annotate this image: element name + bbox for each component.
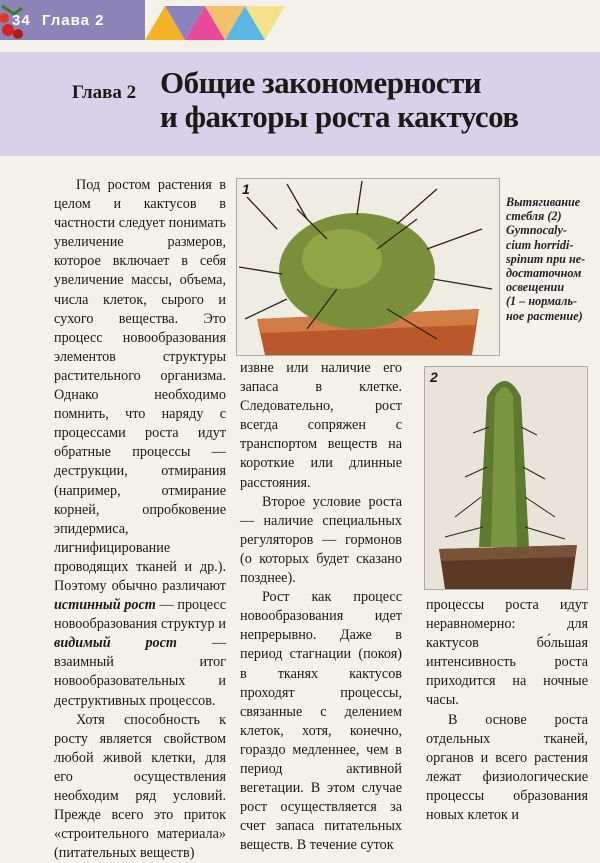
text-span: — процесс новообразования структур и (54, 597, 226, 633)
caption-line: Вытягивание (506, 195, 581, 209)
caption-line: cium horridi- (506, 237, 574, 252)
paragraph: Хотя способность к росту является свойством любой живой клетки, для его осуществления необходим ряд условий. Прежде всего это приток «строительного материала» (питательных веществ) (54, 711, 226, 862)
chapter-title (160, 66, 519, 134)
cactus-illustration-1 (237, 179, 499, 355)
caption-line: освещении (506, 280, 565, 295)
photo-number-1: 1 (242, 181, 250, 197)
photo-number-2: 2 (430, 369, 438, 385)
text-span: — взаимный итог новообразовательных и деструктивных процессов. (54, 635, 226, 709)
caption-line: ное растение) (506, 308, 583, 323)
paragraph: Второе условие роста — наличие специальных регуляторов — гормонов (о которых будет сказано позднее). (240, 493, 402, 587)
chapter-title-line1: Общие закономерности (160, 65, 482, 100)
text-column-right (426, 596, 588, 825)
text-span: Под ростом растения в целом и кактусов в частности следует понимать увеличение размеров, которое включает в себя увеличение массы, объема, числа клеток, сырого и сухого вещества. Это процесс новообразования элементов структуры растительного организма. Однако необходимо помнить, что наряду с процессами роста идут обратные процессы — деструкции, отмирания (например, отмирание корней, опробковение эпидермиса, лигнифицирование проводящих тканей и др.). Поэтому обычно различают (54, 177, 226, 594)
caption-line: стебля (2) (506, 209, 562, 224)
photo-caption (506, 195, 594, 323)
term-visible-growth: видимый рост (54, 635, 177, 652)
chapter-label: Глава 2 (72, 82, 137, 103)
paragraph: Рост как процесс новообразования идет непрерывно. Даже в период стагнации (покоя) в тканях кактусов проходят процессы, связанные с делением клеток, хотя, конечно, гораздо медленнее, чем в период активной вегетации. В этом случае рост осуществляется за счет запаса питательных веществ. В течение суток (240, 589, 402, 854)
chapter-title-line2: и факторы роста кактусов (160, 99, 519, 134)
text-column-left (54, 176, 226, 863)
chapter-tab: Глава 2 (42, 12, 105, 29)
page-number: 34 (12, 12, 31, 29)
paragraph-continued: извне или наличие его запаса в клетке. Следовательно, рост всегда сопряжен с транспортом веществ на короткие или длинные расстояния. (240, 360, 402, 491)
caption-line: Gymnocaly- (506, 223, 567, 238)
term-true-growth: истинный рост (54, 597, 156, 614)
cactus-illustration-2 (425, 367, 587, 589)
text-column-middle (240, 359, 402, 855)
caption-line: spinum при не- (506, 251, 586, 266)
cactus-photo-etiolated (424, 366, 588, 590)
paragraph (54, 176, 226, 711)
paragraph-continued: процессы роста идут неравномерно: для кактусов бо́льшая интенсивность роста приходится на ночные часы. (426, 597, 588, 709)
cactus-photo-normal (236, 178, 500, 356)
caption-line: достаточном (506, 266, 582, 281)
caption-line: (1 – нормаль- (506, 294, 578, 309)
paragraph: В основе роста отдельных тканей, органов и всего растения лежат физиологические процессы образования новых клеток и (426, 711, 588, 824)
